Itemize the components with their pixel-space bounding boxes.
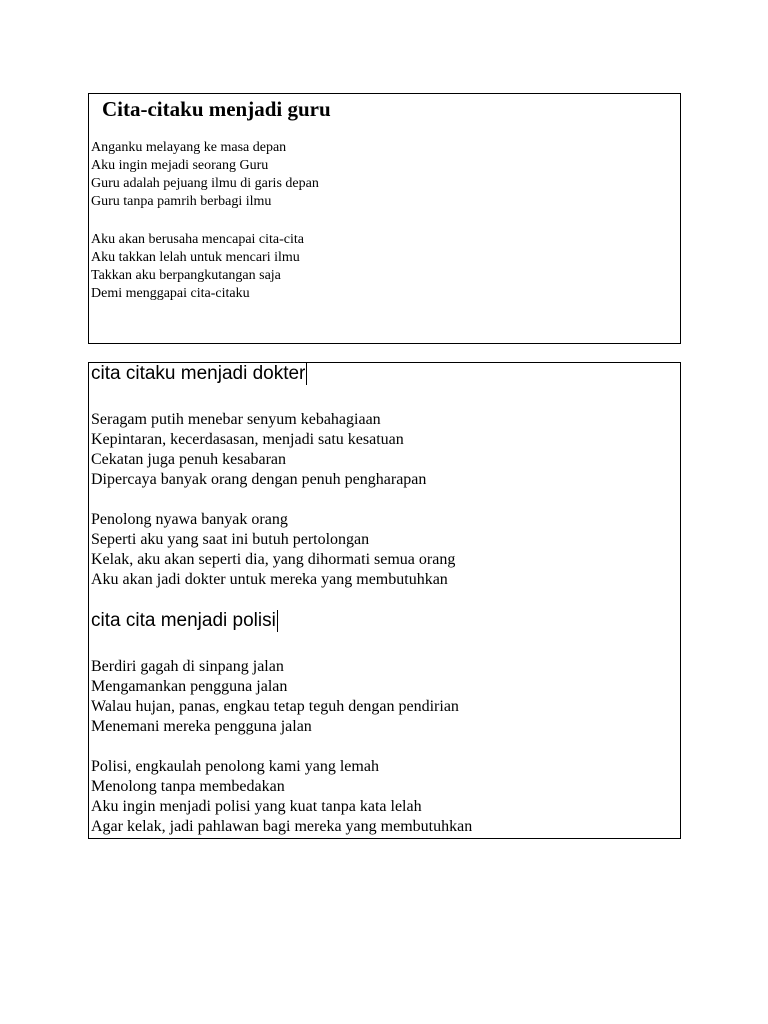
poem-box-dokter-polisi [88,362,681,839]
poem-line: Anganku melayang ke masa depan [91,140,287,155]
poem-line: Guru adalah pejuang ilmu di garis depan [91,176,319,191]
poem-title-dokter: cita citaku menjadi dokter [91,363,306,384]
poem-line: Walau hujan, panas, engkau tetap teguh dengan pendirian [91,698,459,715]
poem-polisi-stanza-1 [91,657,459,737]
poem-line: Aku takkan lelah untuk mencari ilmu [91,250,300,265]
poem-line: Aku ingin menjadi polisi yang kuat tanpa kata lelah [91,798,422,815]
poem-line: Polisi, engkaulah penolong kami yang lemah [91,758,379,775]
poem-line: Aku akan jadi dokter untuk mereka yang membutuhkan [91,571,448,588]
poem-line: Aku akan berusaha mencapai cita-cita [91,232,305,247]
poem-line: Seragam putih menebar senyum kebahagiaan [91,411,381,428]
poem-title-polisi: cita cita menjadi polisi [91,610,276,631]
poem-line: Penolong nyawa banyak orang [91,511,288,528]
poem-box-guru [88,93,681,344]
poem-line: Kelak, aku akan seperti dia, yang dihormati semua orang [91,551,456,568]
poem-line: Takkan aku berpangkutangan saja [91,268,281,283]
poem-line: Agar kelak, jadi pahlawan bagi mereka yang membutuhkan [91,818,473,835]
poem-line: Cekatan juga penuh kesabaran [91,451,287,468]
poem-polisi-stanza-2 [91,757,472,837]
poem-line: Menolong tanpa membedakan [91,778,285,795]
poem-dokter-stanza-1 [91,410,426,490]
poem-line: Menemani mereka pengguna jalan [91,718,312,735]
poem-line: Kepintaran, kecerdasasan, menjadi satu kesatuan [91,431,404,448]
poem-line: Berdiri gagah di sinpang jalan [91,658,284,675]
poem-title-guru: Cita-citaku menjadi guru [102,97,331,121]
poem-line: Guru tanpa pamrih berbagi ilmu [91,194,272,209]
poem-dokter-stanza-2 [91,510,455,590]
poem-line: Demi menggapai cita-citaku [91,286,250,301]
poem-line: Aku ingin mejadi seorang Guru [91,158,269,173]
poem-line: Dipercaya banyak orang dengan penuh pengharapan [91,471,427,488]
poem-guru-stanza-2 [91,231,304,303]
poem-line: Mengamankan pengguna jalan [91,678,288,695]
poem-line: Seperti aku yang saat ini butuh pertolongan [91,531,370,548]
poem-guru-stanza-1 [91,139,319,211]
